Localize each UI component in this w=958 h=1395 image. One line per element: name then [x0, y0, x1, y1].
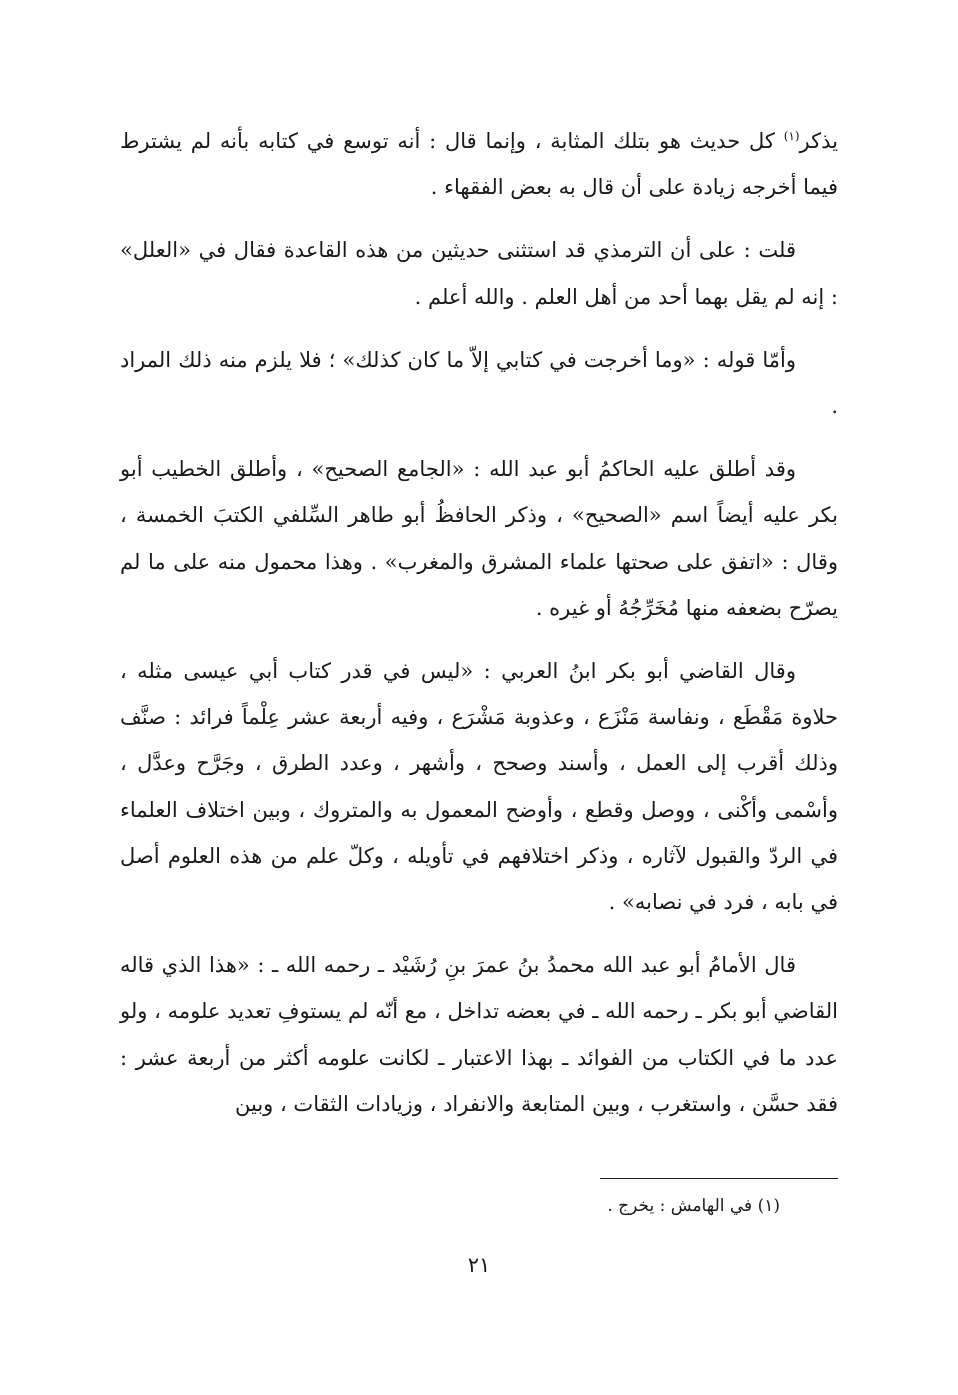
main-text	[120, 118, 838, 1144]
footnote-reference: (١)	[783, 129, 800, 143]
paragraph-3: وأمّا قوله : «وما أخرجت في كتابي إلاّ ما كان كذلك» ؛ فلا يلزم منه ذلك المراد .	[120, 347, 838, 419]
paragraph-1-rest: كل حديث هو بتلك المثابة ، وإنما قال : أنه توسع في كتابه بأنه لم يشترط فيما أخرجه زيادة على أن قال به بعض الفقهاء .	[120, 129, 838, 200]
paragraph-1-start: يذكر	[799, 129, 838, 153]
footnote: (١) في الهامش : يخرج .	[607, 1196, 780, 1216]
page-number: ٢١	[467, 1253, 491, 1277]
paragraph-6: قال الأمامُ أبو عبد الله محمدُ بنُ عمرَ بنِ رُشَيْد ـ رحمه الله ـ : «هذا الذي قاله القاضي أبو بكر ـ رحمه الله ـ في بعضه تداخل ، مع أنّه لم يستوفِ تعديد علومه ، ولو عدد ما في الكتاب من الفوائد ـ بهذا الاعتبار ـ لكانت علومه أكثر من أربعة عشر : فقد حسَّن ، واستغرب ، وبين المتابعة والانفراد ، وزيادات الثقات ، وبين	[120, 953, 838, 1116]
footnote-separator	[600, 1178, 838, 1179]
paragraph-1	[120, 118, 838, 210]
paragraph-2: قلت : على أن الترمذي قد استثنى حديثين من هذه القاعدة فقال في «العلل» : إنه لم يقل بهما أحد من أهل العلم . والله أعلم .	[120, 238, 838, 309]
paragraph-4: وقد أطلق عليه الحاكمُ أبو عبد الله : «الجامع الصحيح» ، وأطلق الخطيب أبو بكر عليه أيضاً اسم «الصحيح» ، وذكر الحافظُ أبو طاهر السِّلفي الكتبَ الخمسة ، وقال : «اتفق على صحتها علماء المشرق والمغرب» . وهذا محمول منه على ما لم يصرّح بضعفه منها مُخَرِّجُهُ أو غيره .	[120, 457, 838, 620]
paragraph-5: وقال القاضي أبو بكر ابنُ العربي : «ليس في قدر كتاب أبي عيسى مثله ، حلاوة مَقْطَع ، ونفاسة مَنْزَع ، وعذوبة مَشْرَع ، وفيه أربعة عشر عِلْماً فرائد : صنَّف وذلك أقرب إلى العمل ، وأسند وصحح ، وأشهر ، وعدد الطرق ، وجَرَّح وعدَّل ، وأسْمى وأكْنى ، ووصل وقطع ، وأوضح المعمول به والمتروك ، وبين اختلاف العلماء في الردّ والقبول لآثاره ، وذكر اختلافهم في تأويله ، وكلّ علم من هذه العلوم أصل في بابه ، فرد في نصابه» .	[120, 659, 838, 915]
